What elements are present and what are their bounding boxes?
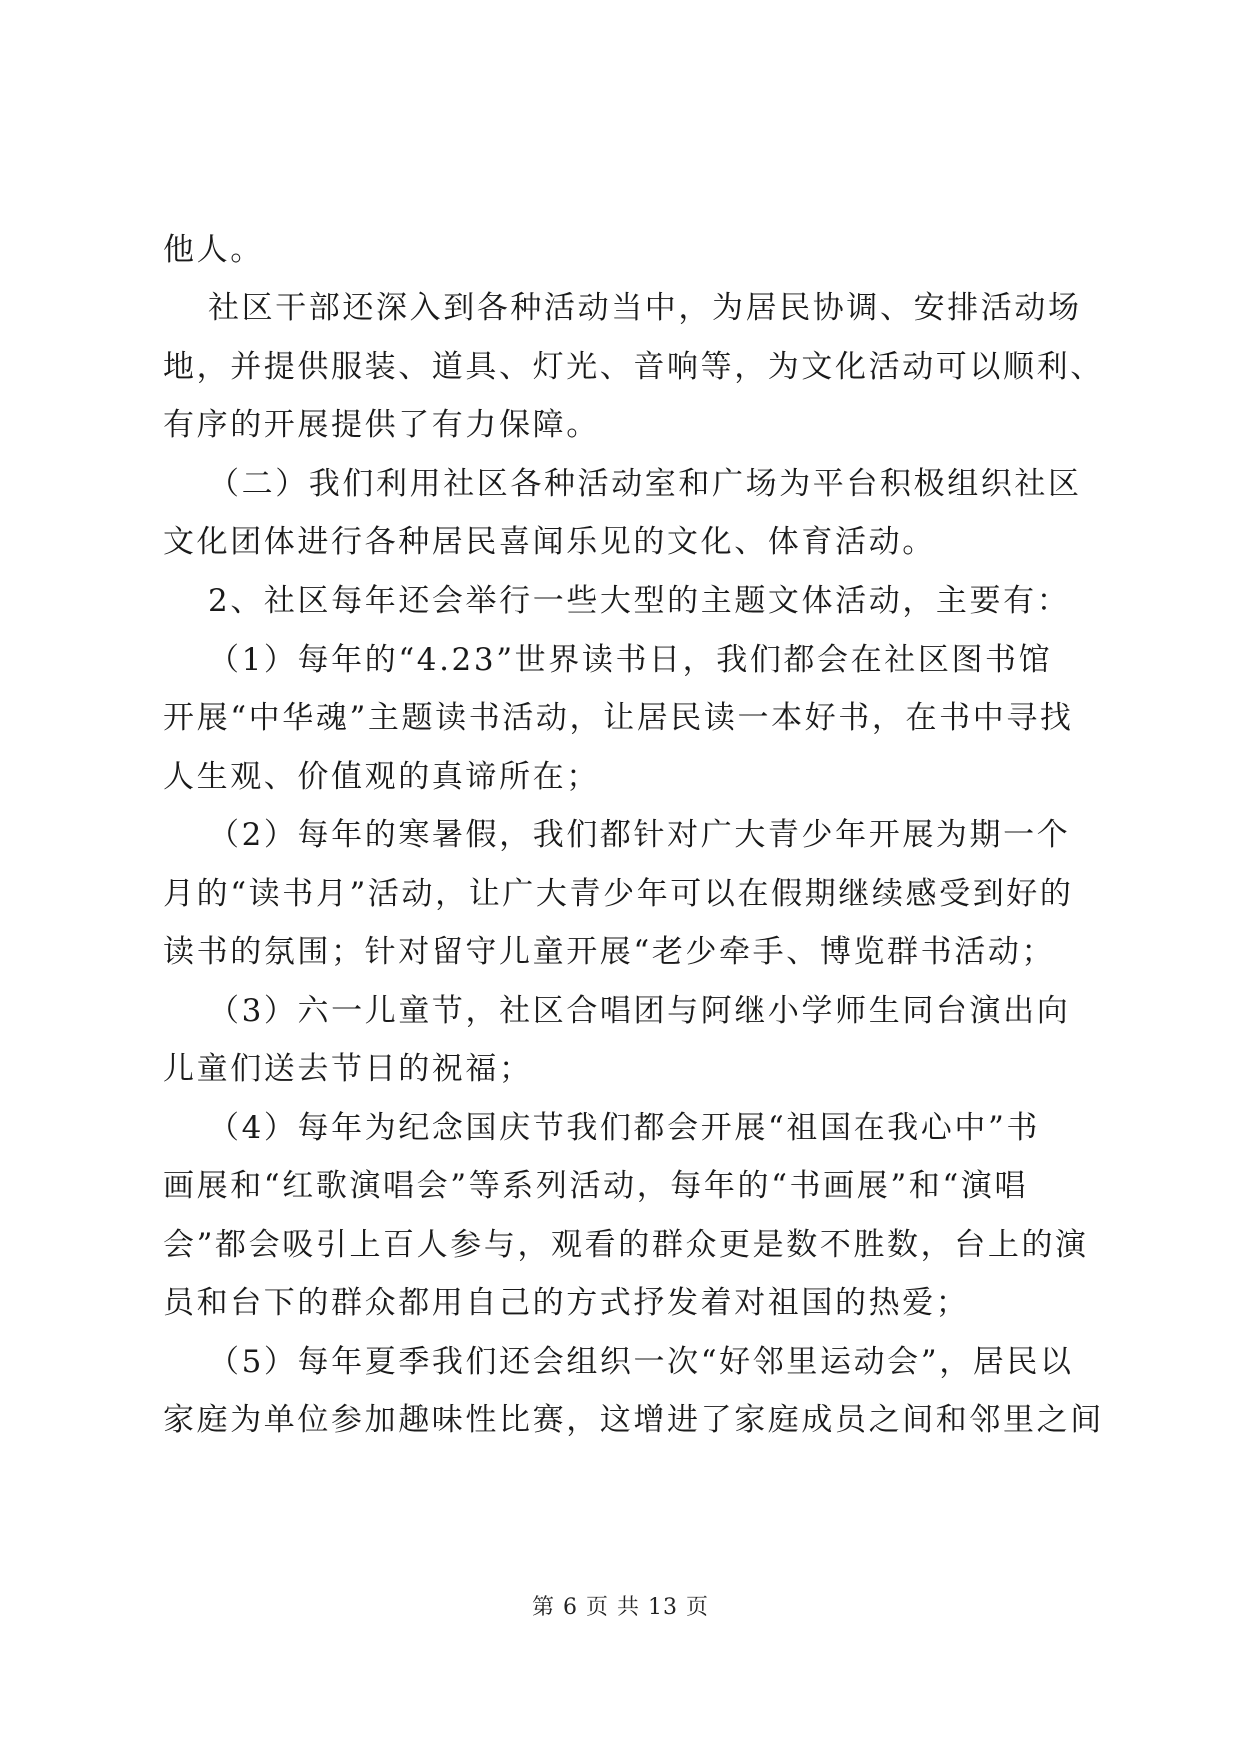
text-line-11: （2）每年的寒暑假，我们都针对广大青少年开展为期一个 (208, 817, 1071, 853)
text-line-19: 员和台下的群众都用自己的方式抒发着对祖国的热爱； (163, 1285, 970, 1321)
text-line-6: 文化团体进行各种居民喜闻乐见的文化、体育活动。 (163, 524, 936, 560)
text-line-12: 月的“读书月”活动，让广大青少年可以在假期继续感受到好的 (163, 876, 1074, 912)
text-line-8: （1）每年的“4.23”世界读书日，我们都会在社区图书馆 (208, 642, 1053, 678)
text-line-1: 他人。 (163, 232, 264, 268)
text-line-3: 地，并提供服装、道具、灯光、音响等，为文化活动可以顺利、 (163, 349, 1104, 385)
text-line-7: 2、社区每年还会举行一些大型的主题文体活动，主要有： (208, 583, 1071, 619)
text-line-16: （4）每年为纪念国庆节我们都会开展“祖国在我心中”书 (208, 1110, 1041, 1146)
text-line-5: （二）我们利用社区各种活动室和广场为平台积极组织社区 (208, 466, 1082, 502)
text-line-17: 画展和“红歌演唱会”等系列活动，每年的“书画展”和“演唱 (163, 1168, 1029, 1204)
text-line-2: 社区干部还深入到各种活动当中，为居民协调、安排活动场 (208, 290, 1082, 326)
text-line-13: 读书的氛围；针对留守儿童开展“老少牵手、博览群书活动； (163, 934, 1056, 970)
text-line-15: 儿童们送去节日的祝福； (163, 1051, 533, 1087)
text-line-14: （3）六一儿童节，社区合唱团与阿继小学师生同台演出向 (208, 993, 1071, 1029)
text-line-4: 有序的开展提供了有力保障。 (163, 407, 600, 443)
text-line-20: （5）每年夏季我们还会组织一次“好邻里运动会”，居民以 (208, 1344, 1074, 1380)
text-line-9: 开展“中华魂”主题读书活动，让居民读一本好书，在书中寻找 (163, 700, 1074, 736)
text-line-18: 会”都会吸引上百人参与，观看的群众更是数不胜数，台上的演 (163, 1227, 1089, 1263)
text-line-10: 人生观、价值观的真谛所在； (163, 759, 600, 795)
page-number-footer: 第 6 页 共 13 页 (532, 1595, 709, 1620)
text-line-21: 家庭为单位参加趣味性比赛，这增进了家庭成员之间和邻里之间 (163, 1402, 1104, 1438)
